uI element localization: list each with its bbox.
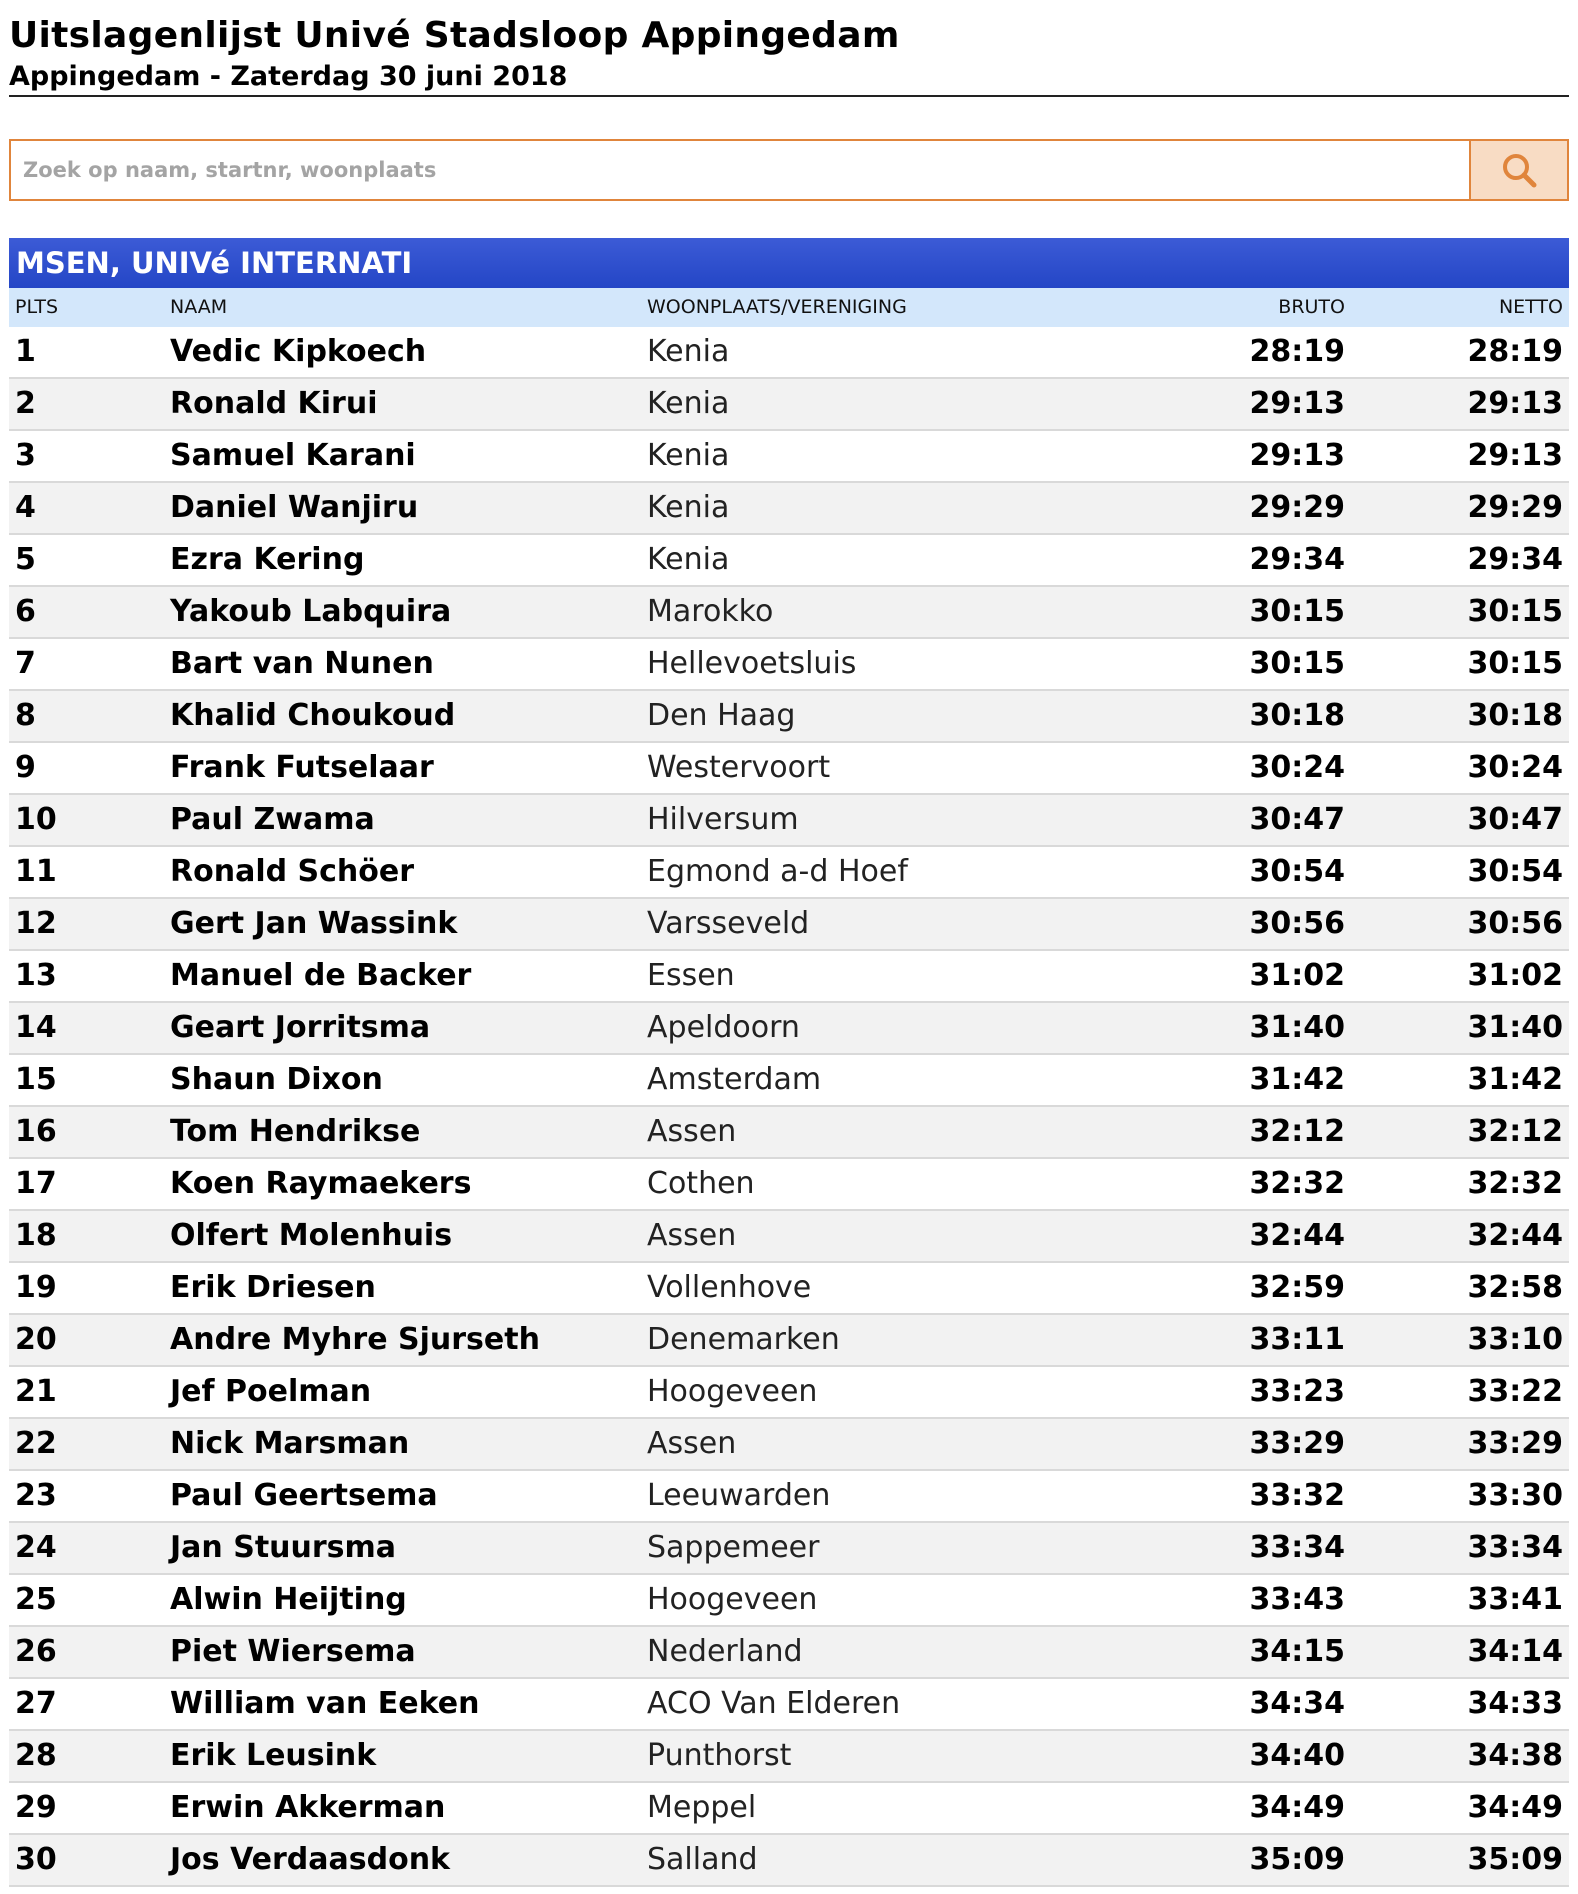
gross-time-cell: 31:42 [1249, 1062, 1345, 1097]
net-time-cell: 34:49 [1467, 1790, 1563, 1825]
name-cell: Vedic Kipkoech [170, 334, 427, 369]
gross-time-cell: 33:11 [1249, 1322, 1345, 1357]
gross-time-cell: 33:43 [1249, 1582, 1345, 1617]
net-time-cell: 30:15 [1467, 594, 1563, 629]
gross-time-cell: 30:47 [1249, 802, 1345, 837]
net-time-cell: 31:42 [1467, 1062, 1563, 1097]
place-cell: 12 [15, 906, 57, 941]
gross-time-cell: 32:32 [1249, 1166, 1345, 1201]
name-cell: Jan Stuursma [170, 1530, 397, 1565]
place-cell: 15 [15, 1062, 57, 1097]
net-time-cell: 29:13 [1467, 386, 1563, 421]
gross-time-cell: 30:24 [1249, 750, 1345, 785]
name-cell: Geart Jorritsma [170, 1010, 431, 1045]
net-time-cell: 28:19 [1467, 334, 1563, 369]
table-header [9, 288, 1569, 327]
residence-cell: Meppel [647, 1790, 757, 1825]
place-cell: 29 [15, 1790, 57, 1825]
name-cell: Ezra Kering [170, 542, 365, 577]
name-cell: Manuel de Backer [170, 958, 472, 993]
residence-cell: ACO Van Elderen [647, 1686, 901, 1721]
gross-time-cell: 33:32 [1249, 1478, 1345, 1513]
gross-time-cell: 30:54 [1249, 854, 1345, 889]
place-cell: 14 [15, 1010, 57, 1045]
residence-cell: Apeldoorn [647, 1010, 800, 1045]
name-cell: Erik Driesen [170, 1270, 376, 1305]
name-cell: Jef Poelman [170, 1374, 372, 1409]
name-cell: Ronald Schöer [170, 854, 415, 889]
residence-cell: Nederland [647, 1634, 803, 1669]
gross-time-cell: 29:34 [1249, 542, 1345, 577]
table-row[interactable] [9, 1783, 1569, 1835]
place-cell: 9 [15, 750, 36, 785]
gross-time-cell: 33:29 [1249, 1426, 1345, 1461]
table-row[interactable] [9, 1679, 1569, 1731]
name-cell: Tom Hendrikse [170, 1114, 421, 1149]
net-time-cell: 33:30 [1467, 1478, 1563, 1513]
place-cell: 1 [15, 334, 36, 369]
residence-cell: Denemarken [647, 1322, 840, 1357]
net-time-cell: 30:54 [1467, 854, 1563, 889]
gross-time-cell: 35:09 [1249, 1842, 1345, 1877]
gross-time-cell: 33:23 [1249, 1374, 1345, 1409]
place-cell: 2 [15, 386, 36, 421]
residence-cell: Cothen [647, 1166, 755, 1201]
title-divider [9, 95, 1569, 97]
net-time-cell: 30:56 [1467, 906, 1563, 941]
place-cell: 23 [15, 1478, 57, 1513]
table-row[interactable] [9, 847, 1569, 899]
residence-cell: Hoogeveen [647, 1582, 818, 1617]
table-row[interactable] [9, 535, 1569, 587]
gross-time-cell: 31:40 [1249, 1010, 1345, 1045]
name-cell: Bart van Nunen [170, 646, 434, 681]
name-cell: Daniel Wanjiru [170, 490, 419, 525]
name-cell: Shaun Dixon [170, 1062, 383, 1097]
table-row[interactable] [9, 899, 1569, 951]
name-cell: Jos Verdaasdonk [170, 1842, 451, 1877]
place-cell: 7 [15, 646, 36, 681]
table-row[interactable] [9, 1315, 1569, 1367]
gross-time-cell: 31:02 [1249, 958, 1345, 993]
residence-cell: Amsterdam [647, 1062, 822, 1097]
search-bar [9, 139, 1569, 201]
table-row[interactable] [9, 1575, 1569, 1627]
table-row[interactable] [9, 743, 1569, 795]
residence-cell: Kenia [647, 438, 730, 473]
residence-cell: Westervoort [647, 750, 831, 785]
place-cell: 18 [15, 1218, 57, 1253]
place-cell: 19 [15, 1270, 57, 1305]
page-title: Uitslagenlijst Univé Stadsloop Appingedam [9, 15, 900, 56]
place-cell: 4 [15, 490, 36, 525]
column-header-bruto: BRUTO [1278, 296, 1345, 318]
net-time-cell: 34:14 [1467, 1634, 1563, 1669]
net-time-cell: 30:15 [1467, 646, 1563, 681]
name-cell: Andre Myhre Sjurseth [170, 1322, 540, 1357]
net-time-cell: 32:32 [1467, 1166, 1563, 1201]
table-row[interactable] [9, 379, 1569, 431]
table-row[interactable] [9, 1471, 1569, 1523]
table-row[interactable] [9, 1159, 1569, 1211]
name-cell: Piet Wiersema [170, 1634, 416, 1669]
table-row[interactable] [9, 1263, 1569, 1315]
name-cell: Olfert Molenhuis [170, 1218, 453, 1253]
residence-cell: Hellevoetsluis [647, 646, 857, 681]
gross-time-cell: 29:13 [1249, 438, 1345, 473]
column-header-woonplaats: WOONPLAATS/VERENIGING [647, 296, 907, 318]
net-time-cell: 29:13 [1467, 438, 1563, 473]
place-cell: 22 [15, 1426, 57, 1461]
place-cell: 24 [15, 1530, 57, 1565]
table-row[interactable] [9, 1107, 1569, 1159]
residence-cell: Kenia [647, 542, 730, 577]
page-subtitle: Appingedam - Zaterdag 30 juni 2018 [9, 61, 568, 92]
name-cell: Paul Geertsema [170, 1478, 438, 1513]
name-cell: Gert Jan Wassink [170, 906, 458, 941]
gross-time-cell: 30:56 [1249, 906, 1345, 941]
net-time-cell: 30:18 [1467, 698, 1563, 733]
gross-time-cell: 32:12 [1249, 1114, 1345, 1149]
search-button[interactable] [1469, 141, 1567, 199]
gross-time-cell: 32:59 [1249, 1270, 1345, 1305]
net-time-cell: 29:34 [1467, 542, 1563, 577]
table-row[interactable] [9, 795, 1569, 847]
table-row[interactable] [9, 1523, 1569, 1575]
net-time-cell: 33:29 [1467, 1426, 1563, 1461]
net-time-cell: 32:12 [1467, 1114, 1563, 1149]
net-time-cell: 29:29 [1467, 490, 1563, 525]
residence-cell: Egmond a-d Hoef [647, 854, 908, 889]
residence-cell: Hilversum [647, 802, 799, 837]
gross-time-cell: 34:49 [1249, 1790, 1345, 1825]
gross-time-cell: 34:15 [1249, 1634, 1345, 1669]
table-row[interactable] [9, 1835, 1569, 1887]
residence-cell: Vollenhove [647, 1270, 812, 1305]
net-time-cell: 32:58 [1467, 1270, 1563, 1305]
residence-cell: Den Haag [647, 698, 796, 733]
name-cell: Paul Zwama [170, 802, 375, 837]
table-row[interactable] [9, 1367, 1569, 1419]
net-time-cell: 34:38 [1467, 1738, 1563, 1773]
residence-cell: Punthorst [647, 1738, 792, 1773]
table-row[interactable] [9, 431, 1569, 483]
place-cell: 27 [15, 1686, 57, 1721]
residence-cell: Varsseveld [647, 906, 810, 941]
table-row[interactable] [9, 951, 1569, 1003]
table-row[interactable] [9, 1003, 1569, 1055]
place-cell: 3 [15, 438, 36, 473]
net-time-cell: 31:02 [1467, 958, 1563, 993]
search-icon [1500, 151, 1538, 189]
place-cell: 16 [15, 1114, 57, 1149]
table-row[interactable] [9, 327, 1569, 379]
name-cell: William van Eeken [170, 1686, 480, 1721]
net-time-cell: 31:40 [1467, 1010, 1563, 1045]
gross-time-cell: 34:40 [1249, 1738, 1345, 1773]
residence-cell: Assen [647, 1218, 737, 1253]
name-cell: Koen Raymaekers [170, 1166, 472, 1201]
place-cell: 10 [15, 802, 57, 837]
name-cell: Khalid Choukoud [170, 698, 456, 733]
table-row[interactable] [9, 1731, 1569, 1783]
net-time-cell: 30:24 [1467, 750, 1563, 785]
place-cell: 28 [15, 1738, 57, 1773]
gross-time-cell: 30:18 [1249, 698, 1345, 733]
residence-cell: Kenia [647, 334, 730, 369]
place-cell: 30 [15, 1842, 57, 1877]
table-row[interactable] [9, 483, 1569, 535]
place-cell: 20 [15, 1322, 57, 1357]
place-cell: 17 [15, 1166, 57, 1201]
name-cell: Nick Marsman [170, 1426, 410, 1461]
place-cell: 8 [15, 698, 36, 733]
residence-cell: Kenia [647, 490, 730, 525]
results-table [9, 327, 1569, 1887]
search-input[interactable] [11, 141, 1471, 199]
table-row[interactable] [9, 1419, 1569, 1471]
place-cell: 11 [15, 854, 57, 889]
gross-time-cell: 30:15 [1249, 646, 1345, 681]
table-row[interactable] [9, 639, 1569, 691]
gross-time-cell: 30:15 [1249, 594, 1345, 629]
net-time-cell: 32:44 [1467, 1218, 1563, 1253]
name-cell: Erik Leusink [170, 1738, 377, 1773]
name-cell: Ronald Kirui [170, 386, 378, 421]
net-time-cell: 35:09 [1467, 1842, 1563, 1877]
net-time-cell: 33:22 [1467, 1374, 1563, 1409]
net-time-cell: 33:10 [1467, 1322, 1563, 1357]
name-cell: Erwin Akkerman [170, 1790, 446, 1825]
name-cell: Frank Futselaar [170, 750, 434, 785]
net-time-cell: 33:34 [1467, 1530, 1563, 1565]
place-cell: 13 [15, 958, 57, 993]
name-cell: Yakoub Labquira [170, 594, 452, 629]
place-cell: 5 [15, 542, 36, 577]
residence-cell: Leeuwarden [647, 1478, 831, 1513]
column-header-netto: NETTO [1498, 296, 1563, 318]
gross-time-cell: 28:19 [1249, 334, 1345, 369]
table-row[interactable] [9, 1055, 1569, 1107]
gross-time-cell: 33:34 [1249, 1530, 1345, 1565]
table-row[interactable] [9, 1211, 1569, 1263]
place-cell: 26 [15, 1634, 57, 1669]
gross-time-cell: 29:13 [1249, 386, 1345, 421]
net-time-cell: 34:33 [1467, 1686, 1563, 1721]
net-time-cell: 30:47 [1467, 802, 1563, 837]
place-cell: 21 [15, 1374, 57, 1409]
place-cell: 25 [15, 1582, 57, 1617]
gross-time-cell: 32:44 [1249, 1218, 1345, 1253]
residence-cell: Assen [647, 1426, 737, 1461]
place-cell: 6 [15, 594, 36, 629]
residence-cell: Salland [647, 1842, 758, 1877]
residence-cell: Essen [647, 958, 735, 993]
gross-time-cell: 34:34 [1249, 1686, 1345, 1721]
name-cell: Samuel Karani [170, 438, 416, 473]
residence-cell: Hoogeveen [647, 1374, 818, 1409]
residence-cell: Assen [647, 1114, 737, 1149]
column-header-naam: NAAM [170, 296, 228, 318]
category-header: MSEN, UNIVé INTERNATI [9, 238, 1569, 288]
net-time-cell: 33:41 [1467, 1582, 1563, 1617]
name-cell: Alwin Heijting [170, 1582, 407, 1617]
residence-cell: Kenia [647, 386, 730, 421]
column-header-plts: PLTS [15, 296, 59, 318]
residence-cell: Sappemeer [647, 1530, 820, 1565]
table-row[interactable] [9, 691, 1569, 743]
gross-time-cell: 29:29 [1249, 490, 1345, 525]
table-row[interactable] [9, 587, 1569, 639]
residence-cell: Marokko [647, 594, 774, 629]
table-row[interactable] [9, 1627, 1569, 1679]
